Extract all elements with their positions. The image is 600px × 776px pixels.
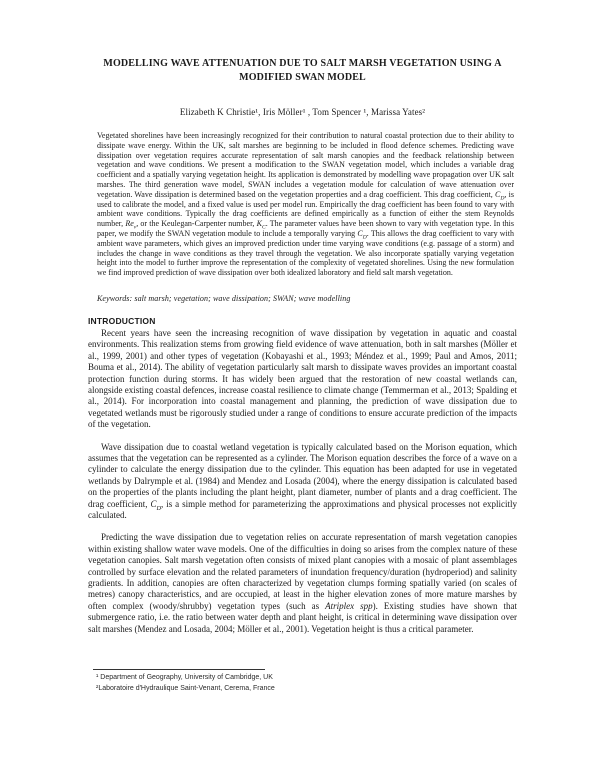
paper-title xyxy=(88,57,517,84)
keywords-line: Keywords: salt marsh; vegetation; wave dissipation; SWAN; wave modelling xyxy=(97,293,351,303)
paper-title-line2: MODIFIED SWAN MODEL xyxy=(239,71,366,83)
intro-paragraph-1: Recent years have seen the increasing recognition of wave dissipation by vegetation in aquatic and coastal environments. This realization stems from growing field evidence of wave attenuation, both in salt marshes (Möller et al., 1999, 2001) and other types of vegetation (Kobayashi et al., 1993; Méndez et al., 1999; Paul and Amos, 2011; Bouma et al., 2014). The ability of vegetation particularly salt marsh to dissipate waves provides an important coastal protection function during storms. It has widely been argued that the restoration of new coastal wetlands can, alongside existing coastal defences, increase coastal resilience to climate change (Temmerman et al., 2013; Spalding et al., 2014). For incorporation into coastal management and planning, the prediction of wave dissipation due to vegetated wetlands must be rigorously studied under a range of conditions to ensure accurate prediction of the impacts of the vegetation. xyxy=(88,327,517,430)
abstract-text: Vegetated shorelines have been increasingly recognized for their contribution to natural coastal protection due to their ability to dissipate wave energy. Within the UK, salt marshes are beginning to be included in flood defence schemes. Predicting wave dissipation over vegetation requires accurate representation of salt marsh canopies and the feedback relationship between vegetation and wave conditions. We present a modification to the SWAN vegetation model, which includes a variable drag coefficient and a spatially varying vegetation height. Its application is demonstrated by modelling wave propagation over UK salt marshes. The third generation wave model, SWAN includes a vegetation module for calculation of wave attenuation over vegetation. Wave dissipation is determined based on the vegetation properties and a drag coefficient. This drag coefficient, $C_D$, is used to calibrate the model, and a fixed value is used per model run. Empirically the drag coefficient has been found to vary with ambient wave conditions. Typically the drag coefficients are defined empirically as a function of either the stem Reynolds number, $Re_v$, or the Keulegan-Carpenter number, $K_C$. The parameter values have been shown to vary with vegetation type. In this paper, we modify the SWAN vegetation module to include a temporally varying $C_D$. This allows the drag coefficient to vary with ambient wave parameters, which gives an improved prediction under time varying wave conditions (e.g. passage of a storm) and includes the change in wave conditions as they travel through the vegetation. We also incorporate spatially varying vegetation height into the model to further improve the representation of the complexity of vegetated shorelines. Using the new formulation we find improved prediction of wave dissipation over both idealized laboratory and field salt marsh vegetation. xyxy=(97,131,514,278)
intro-paragraph-2: Wave dissipation due to coastal wetland vegetation is typically calculated based on the Morison equation, which assumes that the vegetation can be represented as a cylinder. The Morison equation describes the force of a wave on a cylinder to calculate the energy dissipation due to the cylinder. This equation has been adapted for use in vegetated wetlands by Dalrymple et al. (1984) and Mendez and Losada (2004), where the energy dissipation is calculated based on the properties of the plants including the plant height, plant diameter, number of plants and a drag coefficient. The drag coefficient, $C_D$, is a simple method for parameterizing the approximations and physical processes not explicitly calculated. xyxy=(88,441,517,521)
paper-title-line1: MODELLING WAVE ATTENUATION DUE TO SALT MARSH VEGETATION USING A xyxy=(103,58,502,69)
section-heading-introduction: INTRODUCTION xyxy=(88,315,156,326)
footnote-1: ¹ Department of Geography, University of Cambridge, UK xyxy=(96,674,273,681)
footnotes xyxy=(88,669,517,694)
footnote-2: ²Laboratoire d'Hydraulique Saint-Venant, Cerema, France xyxy=(96,684,275,692)
footnote-divider xyxy=(93,669,265,670)
intro-paragraph-3: Predicting the wave dissipation due to vegetation relies on accurate representation of marsh vegetation canopies within existing shallow water wave models. One of the difficulties in doing so arises from the complex nature of these vegetation canopies. Salt marsh vegetation often consists of mixed plant canopies with a mosaic of plant assemblages controlled by surface elevation and the related parameters of inundation frequency/duration (hydroperiod) and salinity gradients. In addition, canopies are often characterized by vegetation clumps forming spatially varied (on scales of metres) canopy characteristics, and are occupied, at least in the higher elevation zones of more mature marshes by often complex (woody/shrubby) vegetation types (such as Atriplex spp). Existing studies have shown that submergence ratio, i.e. the ratio between water depth and plant height, is critical in determining wave dissipation over salt marshes (Mendez and Losada, 2004; Möller et al., 2001). Vegetation height is thus a critical parameter. xyxy=(88,532,518,634)
authors-line: Elizabeth K Christie¹, Iris Möller¹ , Tom Spencer ¹, Marissa Yates² xyxy=(179,107,426,117)
